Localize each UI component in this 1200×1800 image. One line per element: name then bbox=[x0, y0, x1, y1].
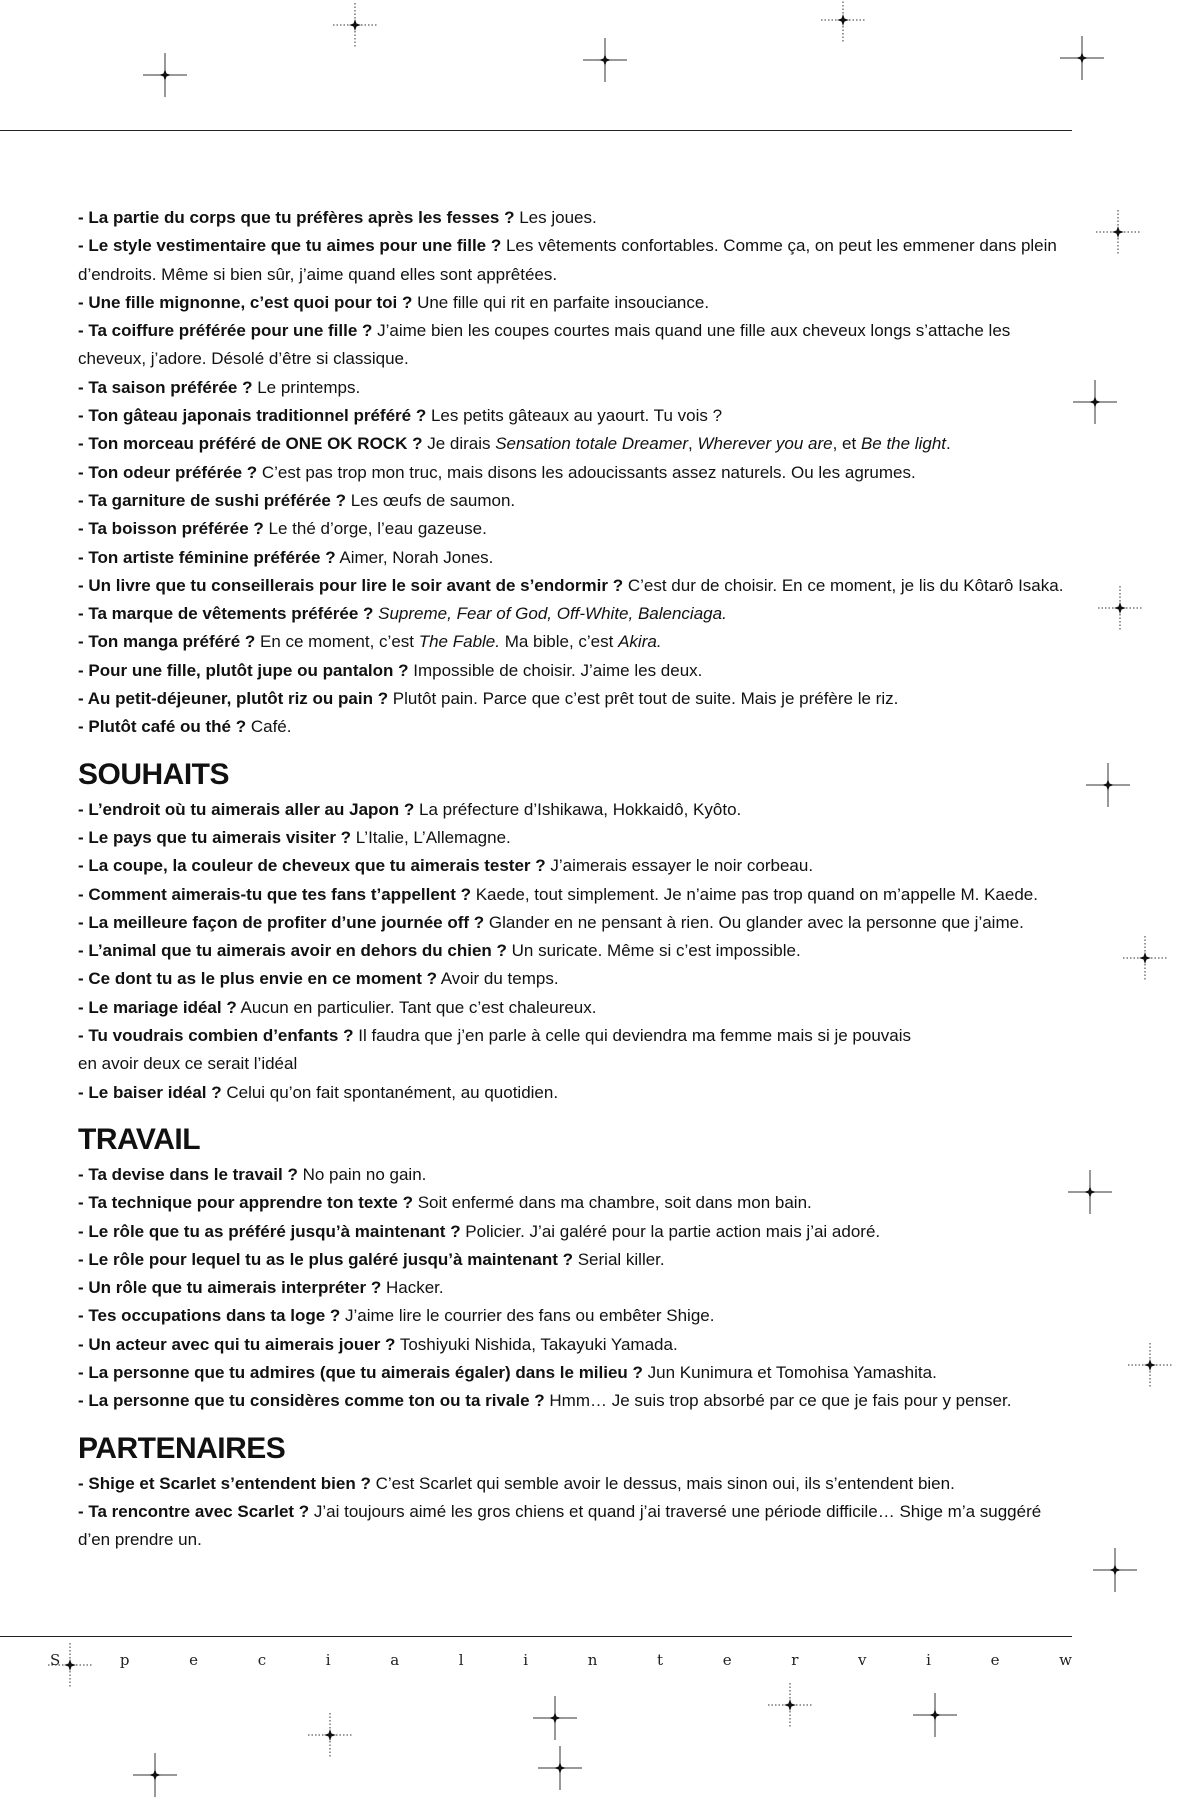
answer: Policier. J’ai galéré pour la partie action mais j’ai adoré. bbox=[460, 1221, 881, 1241]
footer-letter: e bbox=[990, 1651, 1000, 1669]
answer: Hmm… Je suis trop absorbé par ce que je fais pour y penser. bbox=[544, 1391, 1012, 1411]
question: - Ton odeur préférée ? bbox=[78, 462, 258, 482]
answer: No pain no gain. bbox=[297, 1164, 427, 1184]
sparkle-icon bbox=[531, 1694, 579, 1742]
sparkle-icon bbox=[911, 1691, 959, 1739]
section-title: SOUHAITS bbox=[78, 757, 230, 791]
qa-item bbox=[78, 824, 1068, 852]
qa-item bbox=[78, 572, 1068, 600]
qa-item bbox=[78, 965, 1068, 993]
qa-item bbox=[78, 852, 1068, 880]
answer: Une fille qui rit en parfaite insouciance. bbox=[412, 292, 710, 312]
question: - Le mariage idéal ? bbox=[78, 997, 237, 1017]
question: - Ton gâteau japonais traditionnel préféré ? bbox=[78, 406, 427, 426]
answer: Jun Kunimura et Tomohisa Yamashita. bbox=[642, 1362, 937, 1382]
answer: J’aimerais essayer le noir corbeau. bbox=[545, 856, 814, 876]
sparkle-icon bbox=[581, 36, 629, 84]
question: - Au petit-déjeuner, plutôt riz ou pain ? bbox=[78, 689, 389, 709]
answer: J’aime bien les coupes courtes mais quand une fille aux cheveux longs s’attache les cheveux, j’adore. Désolé d’être si classique. bbox=[78, 321, 1011, 369]
question: - Le baiser idéal ? bbox=[78, 1082, 222, 1102]
answer: Plutôt pain. Parce que c’est prêt tout de suite. Mais je préfère le riz. bbox=[388, 689, 899, 709]
question: - Ta coiffure préférée pour une fille ? bbox=[78, 321, 373, 341]
qa-item bbox=[78, 515, 1068, 543]
question: - La partie du corps que tu préfères après les fesses ? bbox=[78, 208, 515, 227]
interview-sections bbox=[78, 754, 1068, 1555]
question: - Plutôt café ou thé ? bbox=[78, 717, 247, 737]
sparkle-icon bbox=[536, 1744, 584, 1792]
qa-item bbox=[78, 459, 1068, 487]
bottom-rule bbox=[0, 1636, 1072, 1637]
section-title: PARTENAIRES bbox=[78, 1431, 286, 1465]
answer: La préfecture d’Ishikawa, Hokkaidô, Kyôto. bbox=[414, 799, 742, 819]
answer: En ce moment, c’est The Fable. Ma bible, c’est Akira. bbox=[255, 632, 662, 652]
answer: Glander en ne pensant à rien. Ou glander avec la personne que j’aime. bbox=[484, 912, 1024, 932]
footer-letter: a bbox=[390, 1651, 400, 1669]
answer: Le thé d’orge, l’eau gazeuse. bbox=[263, 519, 487, 539]
question: - L’endroit où tu aimerais aller au Japon ? bbox=[78, 799, 415, 819]
sparkle-icon bbox=[1126, 1341, 1174, 1389]
answer: Hacker. bbox=[381, 1278, 444, 1298]
answer: C’est Scarlet qui semble avoir le dessus, mais sinon oui, ils s’entendent bien. bbox=[370, 1473, 955, 1493]
answer: Avoir du temps. bbox=[436, 969, 559, 989]
question: - La personne que tu considères comme ton ou ta rivale ? bbox=[78, 1391, 545, 1411]
qa-item bbox=[78, 685, 1068, 713]
answer: Toshiyuki Nishida, Takayuki Yamada. bbox=[395, 1334, 678, 1354]
question: - La coupe, la couleur de cheveux que tu aimerais tester ? bbox=[78, 856, 546, 876]
sparkle-icon bbox=[1094, 208, 1142, 256]
qa-item bbox=[78, 544, 1068, 572]
interview-content bbox=[78, 204, 1068, 1554]
question: - Le rôle que tu as préféré jusqu’à maintenant ? bbox=[78, 1221, 461, 1241]
question: - Tu voudrais combien d’enfants ? bbox=[78, 1026, 354, 1046]
qa-item bbox=[78, 1246, 1068, 1274]
answer: C’est dur de choisir. En ce moment, je lis du Kôtarô Isaka. bbox=[623, 575, 1064, 595]
qa-item bbox=[78, 1359, 1068, 1387]
qa-item bbox=[78, 402, 1068, 430]
answer: Serial killer. bbox=[572, 1249, 665, 1269]
qa-item bbox=[78, 796, 1068, 824]
question: - L’animal que tu aimerais avoir en dehors du chien ? bbox=[78, 941, 507, 961]
question: - Shige et Scarlet s’entendent bien ? bbox=[78, 1473, 371, 1493]
top-rule bbox=[0, 130, 1072, 131]
section-travail bbox=[78, 1119, 1068, 1416]
question: - Un acteur avec qui tu aimerais jouer ? bbox=[78, 1334, 396, 1354]
question: - Ta saison préférée ? bbox=[78, 377, 253, 397]
footer-letter: c bbox=[257, 1651, 267, 1669]
answer: Café. bbox=[246, 717, 292, 737]
sparkle-icon bbox=[306, 1711, 354, 1759]
question: - Ton morceau préféré de ONE OK ROCK ? bbox=[78, 434, 423, 454]
question: - Une fille mignonne, c’est quoi pour toi ? bbox=[78, 292, 413, 312]
footer-letter: e bbox=[722, 1651, 732, 1669]
qa-item bbox=[78, 937, 1068, 965]
question: - Ta boisson préférée ? bbox=[78, 519, 264, 539]
section-title: TRAVAIL bbox=[78, 1122, 201, 1156]
sparkle-icon bbox=[331, 1, 379, 49]
answer: Les vêtements confortables. Comme ça, on peut les emmener dans plein d’endroits. Même si bien sûr, j’aime quand elles sont apprêtées. bbox=[78, 236, 1057, 284]
question: - Comment aimerais-tu que tes fans t’appellent ? bbox=[78, 884, 471, 904]
sparkle-icon bbox=[766, 1681, 814, 1729]
question: - Un rôle que tu aimerais interpréter ? bbox=[78, 1278, 382, 1298]
answer: Impossible de choisir. J’aime les deux. bbox=[408, 660, 703, 680]
footer-letter: i bbox=[926, 1651, 931, 1669]
footer-letter: i bbox=[325, 1651, 331, 1669]
sparkle-icon bbox=[1058, 34, 1106, 82]
section-souhaits bbox=[78, 754, 1068, 1107]
sparkle-icon bbox=[819, 0, 867, 44]
qa-item bbox=[78, 1189, 1068, 1217]
section-partenaires bbox=[78, 1428, 1068, 1555]
question: - Pour une fille, plutôt jupe ou pantalon ? bbox=[78, 660, 409, 680]
qa-item bbox=[78, 1218, 1068, 1246]
footer-special-interview bbox=[50, 1651, 1072, 1669]
question: - Tes occupations dans ta loge ? bbox=[78, 1306, 341, 1326]
answer: Il faudra que j’en parle à celle qui deviendra ma femme mais si je pouvais en avoir deux ce serait l’idéal bbox=[78, 1026, 912, 1074]
sparkle-icon bbox=[1066, 1168, 1114, 1216]
answer: Le printemps. bbox=[252, 377, 361, 397]
footer-letter: S bbox=[50, 1651, 61, 1669]
qa-item bbox=[78, 1387, 1068, 1415]
answer: Les petits gâteaux au yaourt. Tu vois ? bbox=[426, 406, 723, 426]
qa-item bbox=[78, 430, 1068, 458]
answer: Les joues. bbox=[514, 208, 597, 227]
answer: Kaede, tout simplement. Je n’aime pas trop quand on m’appelle M. Kaede. bbox=[470, 884, 1038, 904]
sparkle-icon bbox=[1091, 1546, 1139, 1594]
question: - Un livre que tu conseillerais pour lire le soir avant de s’endormir ? bbox=[78, 575, 624, 595]
answer: J’aime lire le courrier des fans ou embêter Shige. bbox=[340, 1306, 715, 1326]
qa-item bbox=[78, 994, 1068, 1022]
qa-item bbox=[78, 1161, 1068, 1189]
footer-letter: p bbox=[119, 1651, 130, 1669]
qa-item bbox=[78, 1331, 1068, 1359]
qa-item bbox=[78, 374, 1068, 402]
footer-letter: e bbox=[189, 1651, 199, 1669]
qa-item bbox=[78, 628, 1068, 656]
question: - Le style vestimentaire que tu aimes pour une fille ? bbox=[78, 236, 502, 256]
answer: Je dirais Sensation totale Dreamer, Wherever you are, et Be the light. bbox=[422, 434, 951, 454]
answer: Supreme, Fear of God, Off-White, Balenciaga. bbox=[378, 604, 727, 624]
footer-letter: t bbox=[657, 1651, 664, 1669]
qa-item bbox=[78, 1274, 1068, 1302]
question: - La personne que tu admires (que tu aimerais égaler) dans le milieu ? bbox=[78, 1362, 643, 1382]
qa-item bbox=[78, 1470, 1068, 1498]
question: - Ton manga préféré ? bbox=[78, 632, 256, 652]
answer: J’ai toujours aimé les gros chiens et quand j’ai traversé une période difficile… Shige m’a suggéré d’en prendre un. bbox=[78, 1501, 1042, 1550]
sparkle-icon bbox=[1084, 761, 1132, 809]
sparkle-icon bbox=[1096, 584, 1144, 632]
answer: Un suricate. Même si c’est impossible. bbox=[506, 941, 801, 961]
question: - La meilleure façon de profiter d’une journée off ? bbox=[78, 912, 485, 932]
qa-item bbox=[78, 317, 1068, 374]
qa-item bbox=[78, 487, 1068, 515]
sparkle-icon bbox=[1071, 378, 1119, 426]
question: - Ta devise dans le travail ? bbox=[78, 1164, 298, 1184]
answer: C’est pas trop mon truc, mais disons les adoucissants assez naturels. Ou les agrumes. bbox=[257, 462, 916, 482]
question: - Ce dont tu as le plus envie en ce moment ? bbox=[78, 969, 437, 989]
answer: Soit enfermé dans ma chambre, soit dans mon bain. bbox=[413, 1193, 812, 1213]
sparkle-icon bbox=[1121, 934, 1169, 982]
footer-letter: w bbox=[1059, 1651, 1072, 1669]
footer-letter: n bbox=[587, 1651, 598, 1669]
qa-item bbox=[78, 881, 1068, 909]
question: - Ta garniture de sushi préférée ? bbox=[78, 490, 346, 510]
qa-item bbox=[78, 1079, 1068, 1107]
answer: L’Italie, L’Allemagne. bbox=[351, 827, 511, 847]
qa-item bbox=[78, 232, 1068, 289]
question: - Ta marque de vêtements préférée ? bbox=[78, 604, 374, 624]
footer-letter: v bbox=[858, 1651, 867, 1669]
qa-item bbox=[78, 1022, 1068, 1079]
footer-letter: i bbox=[523, 1651, 529, 1669]
answer: Aimer, Norah Jones. bbox=[335, 547, 494, 567]
answer: Aucun en particulier. Tant que c’est chaleureux. bbox=[236, 997, 597, 1017]
sparkle-icon bbox=[131, 1751, 179, 1799]
qa-item bbox=[78, 204, 1068, 232]
intro-questions bbox=[78, 204, 1068, 742]
footer-letter: l bbox=[458, 1651, 464, 1669]
qa-item bbox=[78, 909, 1068, 937]
qa-item bbox=[78, 600, 1068, 628]
qa-item bbox=[78, 713, 1068, 741]
question: - Le pays que tu aimerais visiter ? bbox=[78, 827, 352, 847]
question: - Ta technique pour apprendre ton texte ? bbox=[78, 1193, 413, 1213]
qa-item bbox=[78, 657, 1068, 685]
qa-item bbox=[78, 1498, 1068, 1555]
answer: Celui qu’on fait spontanément, au quotidien. bbox=[221, 1082, 559, 1102]
qa-item bbox=[78, 289, 1068, 317]
sparkle-icon bbox=[141, 51, 189, 99]
answer: Les œufs de saumon. bbox=[345, 490, 516, 510]
question: - Ton artiste féminine préférée ? bbox=[78, 547, 336, 567]
footer-letter: r bbox=[791, 1651, 799, 1669]
question: - Ta rencontre avec Scarlet ? bbox=[78, 1501, 310, 1521]
qa-item bbox=[78, 1302, 1068, 1330]
question: - Le rôle pour lequel tu as le plus galéré jusqu’à maintenant ? bbox=[78, 1249, 573, 1269]
